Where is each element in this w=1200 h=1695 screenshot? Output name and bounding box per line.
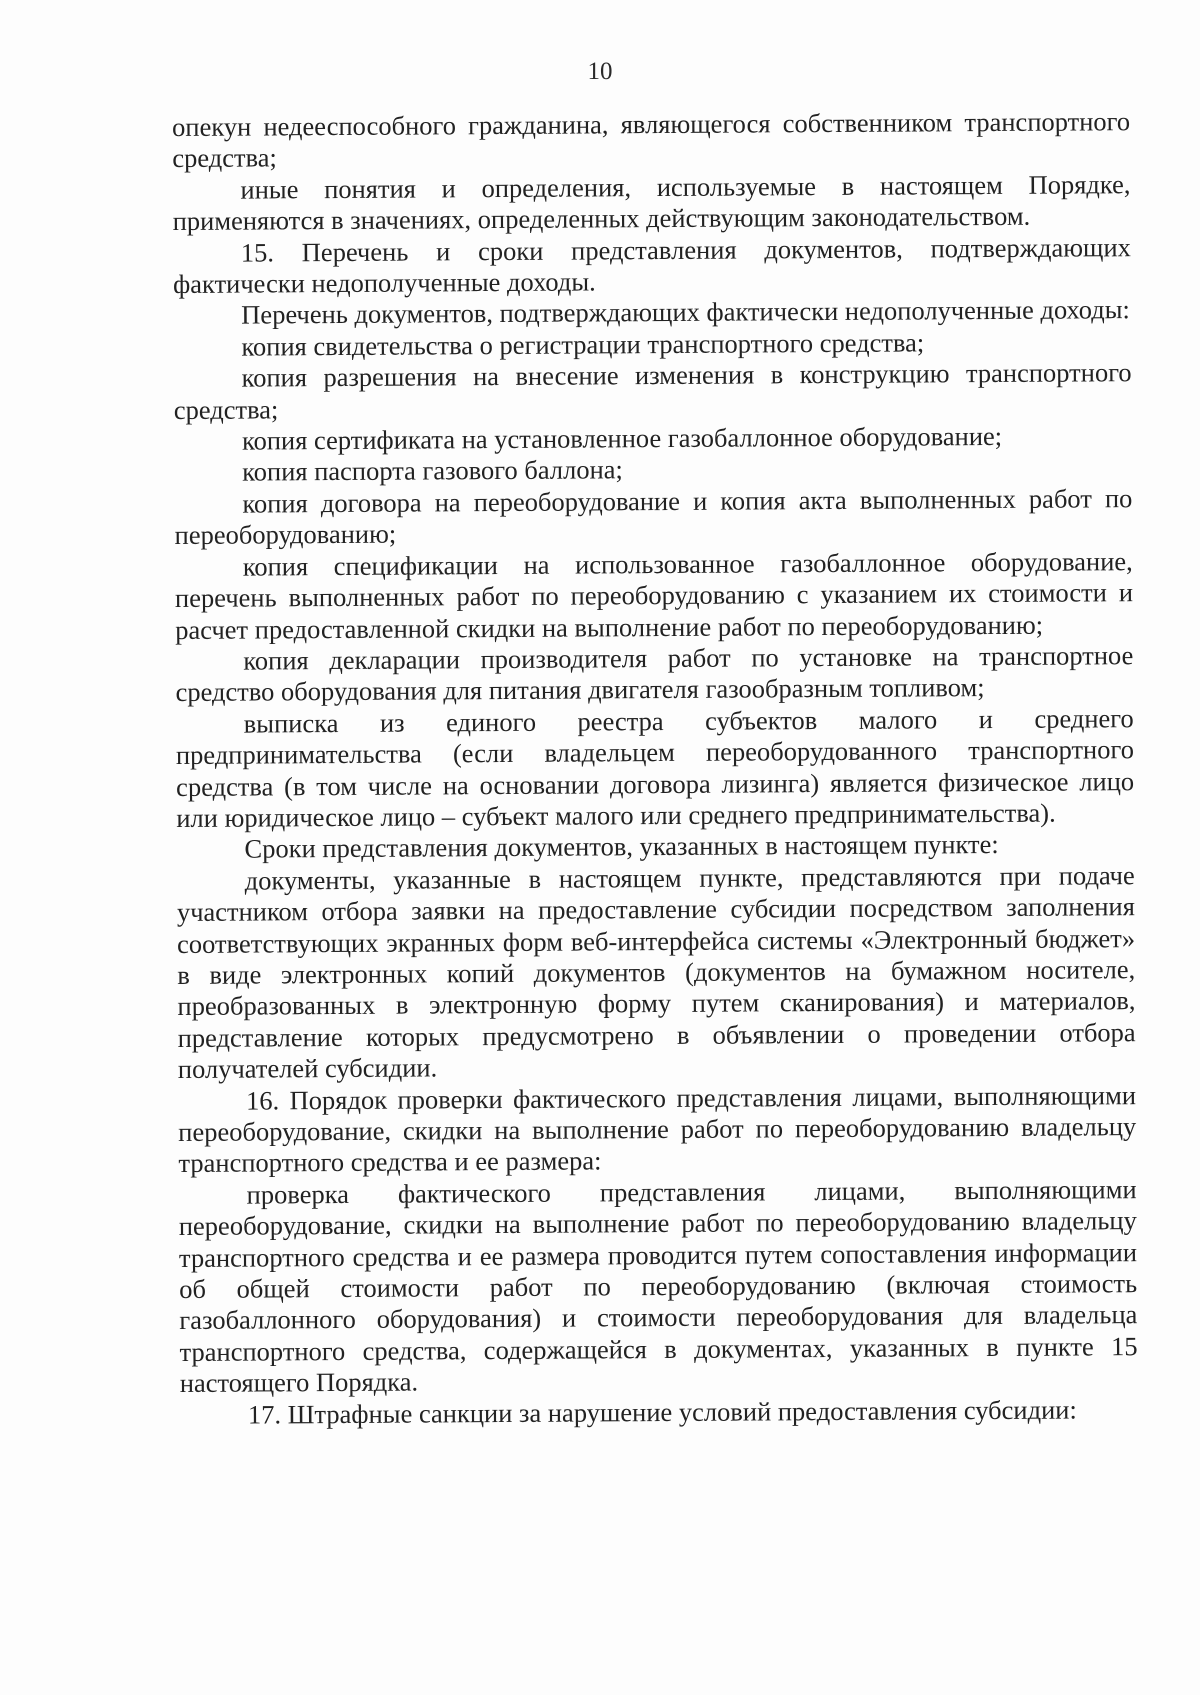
paragraph-deadlines-text: документы, указанные в настоящем пункте, представляются при подаче участником отбора заявки на предоставление субсидии посредством заполнения соответствующих экранных форм веб-интерфейса системы «Электронный бюджет» в виде электронных копий документов (документов на бумажном носителе, преобразованных в электронную форму путем сканирования) и материалов, представление которых предусмотрено в объявлении о проведении отбора получателей субсидии.: [176, 859, 1136, 1085]
list-item-cylinder-passport-copy: копия паспорта газового баллона;: [242, 454, 623, 488]
paragraph-other-definitions: иные понятия и определения, используемые в настоящем Порядке, применяются в значениях, определенных действующим законодательством.: [172, 168, 1131, 237]
document-body: [172, 106, 1138, 1431]
list-item-contract-act-copy: копия договора на переоборудование и копия акта выполненных работ по переоборудованию;: [174, 483, 1133, 551]
paragraph-item-15-heading: 15. Перечень и сроки представления документов, подтверждающих фактически недополученные доходы.: [172, 231, 1131, 300]
list-item-certificate-copy: копия сертификата на установленное газобаллонное оборудование;: [241, 420, 1003, 456]
list-item-registration-copy: копия свидетельства о регистрации транспортного средства;: [241, 327, 925, 362]
list-item-specification-copy: копия спецификации на использованное газобаллонное оборудование, перечень выполненных работ по переоборудованию с указанием их стоимости и расчет предоставленной скидки на выполнение работ по переоборудованию;: [174, 545, 1134, 645]
page-number: 10: [587, 58, 613, 85]
paragraph-item-17-heading: 17. Штрафные санкции за нарушение условий предоставления субсидии:: [247, 1394, 1077, 1430]
paragraph-item-16-text: проверка фактического представления лицами, выполняющими переоборудование, скидки на выполнение работ по переоборудованию владельцу транспортного средства и ее размера проводится путем сопоставления информации об общей стоимости работ по переоборудованию (включая стоимость газобаллонного оборудования) и стоимости переоборудования для владельца транспортного средства, содержащейся в документах, указанных в пункте 15 настоящего Порядка.: [178, 1173, 1138, 1399]
paragraph-deadlines-intro: Сроки представления документов, указанных в настоящем пункте:: [244, 829, 999, 864]
paragraph-item-16-heading: 16. Порядок проверки фактического представления лицами, выполняющими переоборудование, скидки на выполнение работ по переоборудованию владельцу транспортного средства и ее размера:: [178, 1079, 1137, 1179]
list-item-permit-copy: копия разрешения на внесение изменения в конструкцию транспортного средства;: [173, 357, 1132, 425]
paragraph-guardian-definition: опекун недееспособного гражданина, являющегося собственником транспортного средства;: [172, 106, 1131, 174]
list-item-declaration-copy: копия декларации производителя работ по установке на транспортное средство оборудования для питания двигателя газообразным топливом;: [175, 640, 1134, 708]
list-item-registry-extract: выписка из единого реестра субъектов малого и среднего предпринимательства (если владельцем переоборудованного транспортного средства (в том числе на основании договора лизинга) является физическое лицо или юридическое лицо – субъект малого или среднего предпринимательства).: [175, 702, 1135, 833]
paragraph-documents-list-intro: Перечень документов, подтверждающих фактически недополученные доходы:: [241, 294, 1130, 331]
